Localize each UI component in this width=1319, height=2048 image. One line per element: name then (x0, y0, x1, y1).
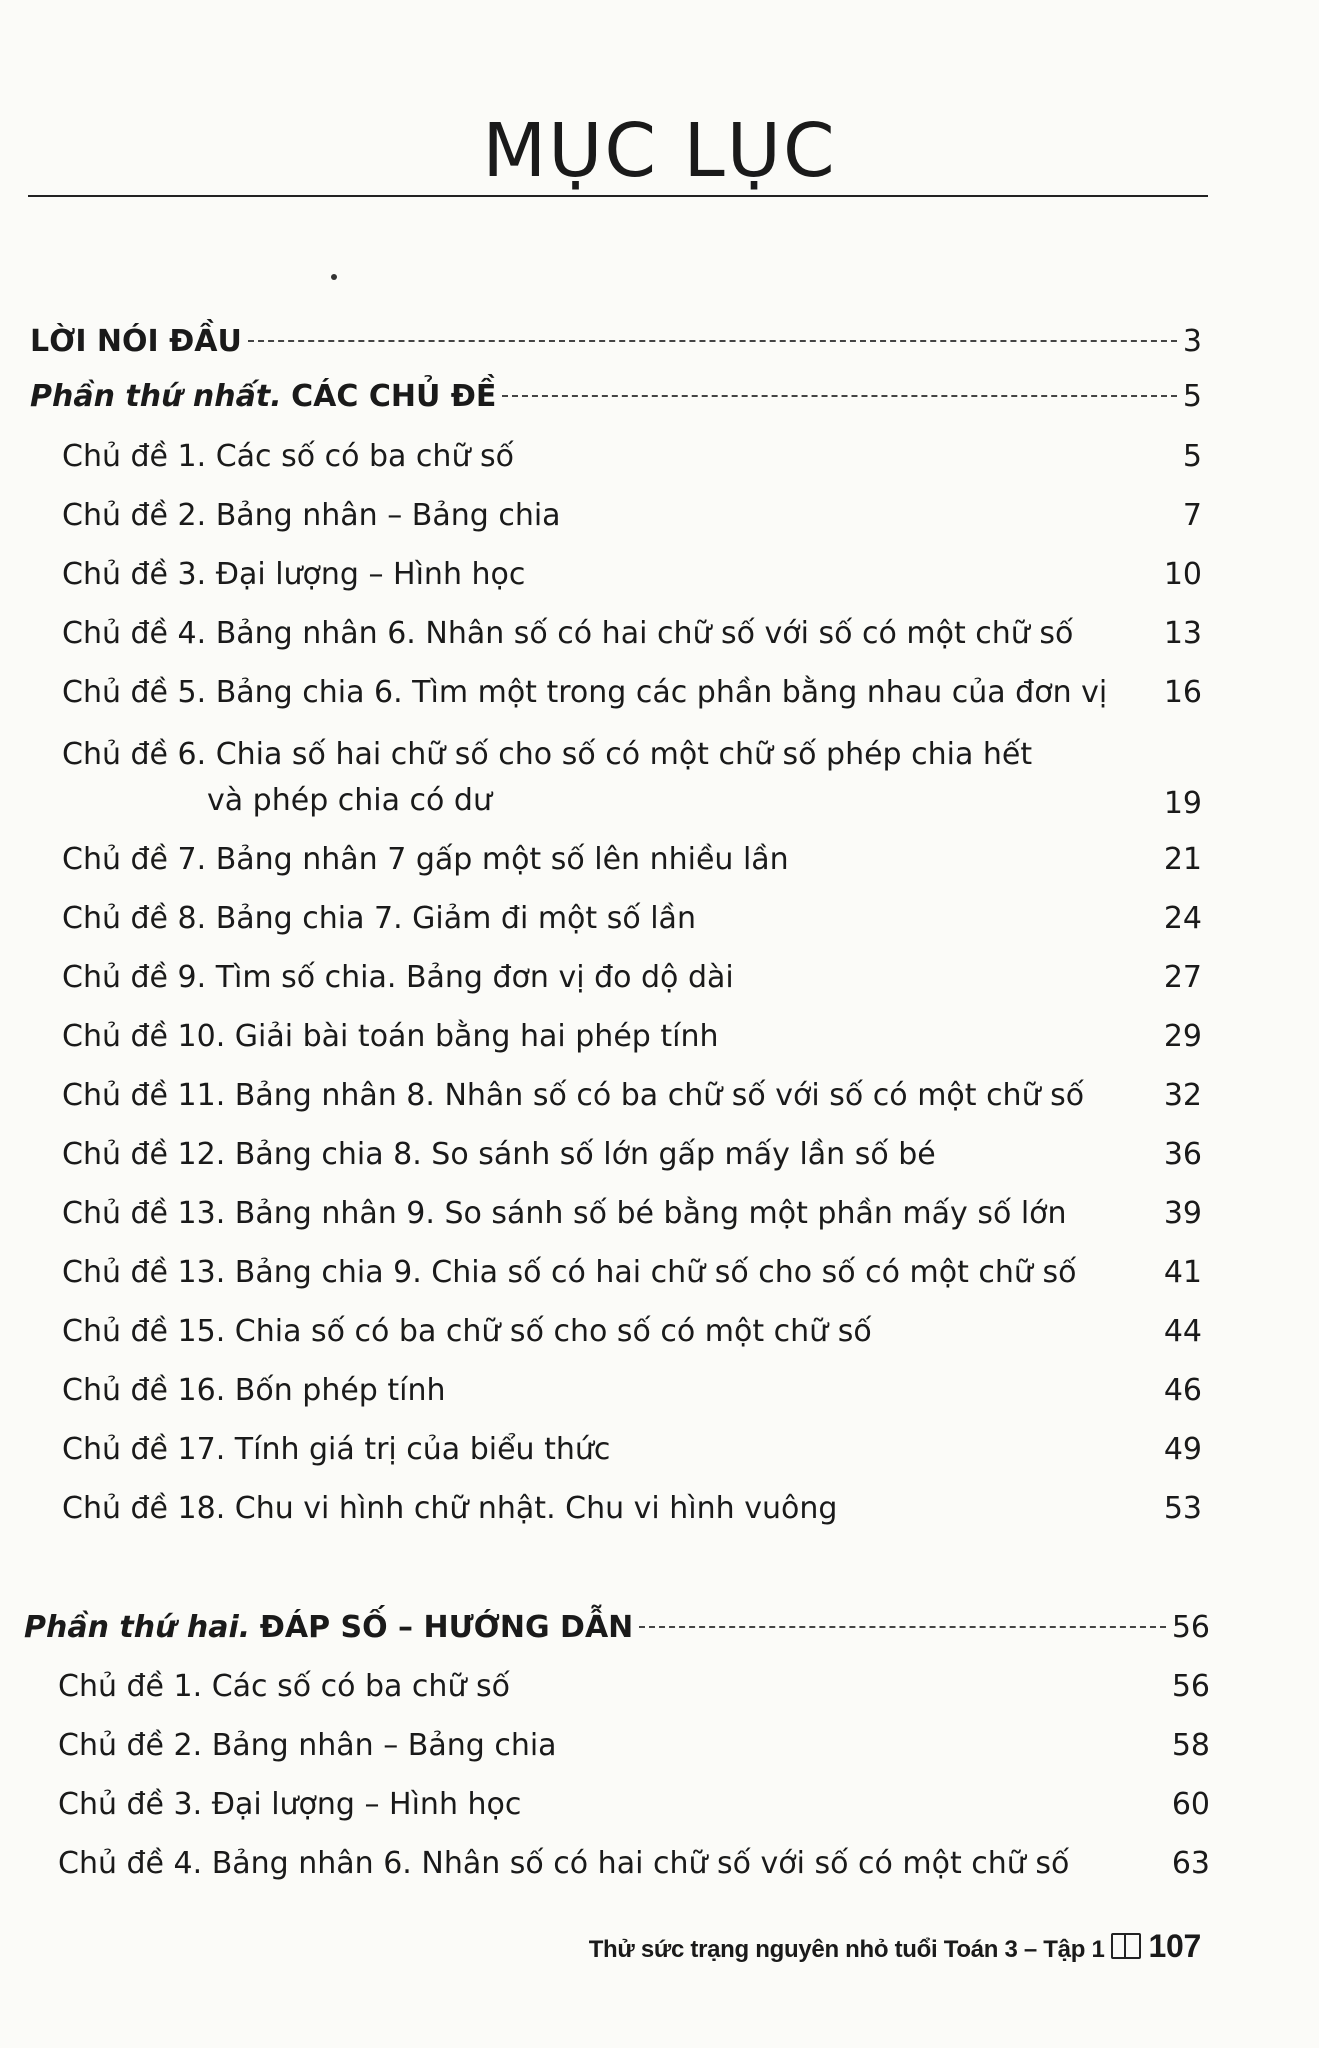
dot-leader (502, 395, 1177, 397)
toc-entry-label: Chủ đề 12. Bảng chia 8. So sánh số lớn gấp mấy lần số bé (62, 1137, 936, 1172)
toc-entry-page: 10 (1163, 557, 1202, 592)
toc-entry-page: 56 (1171, 1610, 1210, 1645)
toc-entry-label: Chủ đề 11. Bảng nhân 8. Nhân số có ba chữ số với số có một chữ số (62, 1078, 1085, 1113)
book-title: Thử sức trạng nguyên nhỏ tuổi Toán 3 – Tập 1 (588, 1936, 1105, 1963)
toc-entry-label: Chủ đề 13. Bảng chia 9. Chia số có hai chữ số cho số có một chữ số (62, 1255, 1077, 1290)
toc-entry-page: 5 (1182, 439, 1202, 474)
toc-entry-page: 49 (1163, 1432, 1202, 1467)
toc-entry-label (62, 732, 1032, 824)
toc-entry-page: 46 (1163, 1373, 1202, 1408)
toc-entry[interactable] (62, 1253, 1202, 1293)
toc-entry-page: 27 (1163, 960, 1202, 995)
toc-entry-label: Chủ đề 7. Bảng nhân 7 gấp một số lên nhiều lần (62, 842, 789, 877)
toc-entry-label: Chủ đề 5. Bảng chia 6. Tìm một trong các phần bằng nhau của đơn vị (62, 675, 1108, 710)
toc-entry-label: Chủ đề 3. Đại lượng – Hình học (58, 1787, 522, 1822)
toc-entry[interactable] (62, 437, 1202, 477)
toc-entry-page: 5 (1182, 379, 1202, 414)
toc-entry-page: 44 (1163, 1314, 1202, 1349)
toc-entry[interactable] (58, 1667, 1210, 1707)
toc-entry-label: Chủ đề 13. Bảng nhân 9. So sánh số bé bằng một phần mấy số lớn (62, 1196, 1067, 1231)
toc-entry[interactable] (62, 840, 1202, 880)
section-name: ĐÁP SỐ – HƯỚNG DẪN (259, 1610, 634, 1645)
page-title: MỤC LỤC (482, 108, 837, 194)
toc-entry-page: 58 (1171, 1728, 1210, 1763)
toc-entry-label: Chủ đề 17. Tính giá trị của biểu thức (62, 1432, 611, 1467)
toc-entry-page: 13 (1163, 616, 1202, 651)
toc-entry-page: 60 (1171, 1787, 1210, 1822)
toc-entry[interactable] (62, 1135, 1202, 1175)
toc-entry-label-line1: Chủ đề 6. Chia số hai chữ số cho số có một chữ số phép chia hết (62, 737, 1033, 772)
section-name: CÁC CHỦ ĐỀ (291, 379, 497, 414)
toc-section-part2[interactable] (24, 1608, 1210, 1648)
toc-entry[interactable] (62, 958, 1202, 998)
toc-entry-page: 41 (1163, 1255, 1202, 1290)
toc-entry[interactable] (62, 1017, 1202, 1057)
toc-entry-label: Chủ đề 10. Giải bài toán bằng hai phép tính (62, 1019, 719, 1054)
book-icon (1111, 1933, 1141, 1959)
section-prefix: Phần thứ nhất. (30, 379, 282, 414)
toc-entry-page: 19 (1163, 786, 1202, 821)
toc-section-part1[interactable] (30, 377, 1202, 417)
toc-entry[interactable] (58, 1726, 1210, 1766)
toc-entry-label: Chủ đề 16. Bốn phép tính (62, 1373, 446, 1408)
toc-entry-label: Chủ đề 15. Chia số có ba chữ số cho số có một chữ số (62, 1314, 872, 1349)
toc-entry-page: 7 (1182, 498, 1202, 533)
toc-entry-page: 36 (1163, 1137, 1202, 1172)
toc-entry-page: 29 (1163, 1019, 1202, 1054)
page-number: 107 (1148, 1928, 1201, 1964)
page-footer (589, 1928, 1201, 1965)
toc-entry-page: 16 (1163, 675, 1202, 710)
toc-entry-page: 53 (1163, 1491, 1202, 1526)
toc-entry-preface[interactable] (30, 322, 1202, 362)
toc-entry[interactable] (62, 614, 1202, 654)
toc-entry[interactable] (62, 732, 1202, 824)
toc-entry[interactable] (62, 1489, 1202, 1529)
toc-entry[interactable] (58, 1844, 1210, 1884)
toc-entry-label: Chủ đề 2. Bảng nhân – Bảng chia (62, 498, 561, 533)
toc-entry[interactable] (62, 496, 1202, 536)
toc-entry-page: 21 (1163, 842, 1202, 877)
toc-entry-label: Chủ đề 2. Bảng nhân – Bảng chia (58, 1728, 557, 1763)
toc-entry-page: 3 (1182, 324, 1202, 359)
toc-entry-label: Chủ đề 3. Đại lượng – Hình học (62, 557, 526, 592)
print-speck (331, 274, 337, 280)
toc-entry-page: 24 (1163, 901, 1202, 936)
toc-entry[interactable] (62, 555, 1202, 595)
toc-entry-label-line2: và phép chia có dư (207, 783, 492, 818)
section-prefix: Phần thứ hai. (24, 1610, 251, 1645)
toc-entry[interactable] (62, 1371, 1202, 1411)
dot-leader (639, 1626, 1166, 1628)
toc-entry[interactable] (62, 1312, 1202, 1352)
toc-entry-label: Chủ đề 1. Các số có ba chữ số (62, 439, 514, 474)
toc-entry-label: Chủ đề 4. Bảng nhân 6. Nhân số có hai chữ số với số có một chữ số (62, 616, 1074, 651)
toc-entry[interactable] (62, 899, 1202, 939)
toc-entry-label: Chủ đề 4. Bảng nhân 6. Nhân số có hai chữ số với số có một chữ số (58, 1846, 1070, 1881)
toc-entry-label: Chủ đề 1. Các số có ba chữ số (58, 1669, 510, 1704)
toc-entry-page: 32 (1163, 1078, 1202, 1113)
toc-entry[interactable] (62, 1076, 1202, 1116)
toc-entry[interactable] (58, 1785, 1210, 1825)
toc-entry-label: Chủ đề 8. Bảng chia 7. Giảm đi một số lần (62, 901, 696, 936)
title-underline (28, 195, 1208, 197)
dot-leader (248, 340, 1177, 342)
toc-entry[interactable] (62, 673, 1202, 713)
toc-entry[interactable] (62, 1194, 1202, 1234)
toc-entry-page: 56 (1171, 1669, 1210, 1704)
toc-entry-label: Chủ đề 18. Chu vi hình chữ nhật. Chu vi hình vuông (62, 1491, 838, 1526)
toc-entry-page: 39 (1163, 1196, 1202, 1231)
toc-entry[interactable] (62, 1430, 1202, 1470)
toc-entry-page: 63 (1171, 1846, 1210, 1881)
toc-entry-label: LỜI NÓI ĐẦU (30, 324, 242, 359)
toc-entry-label: Chủ đề 9. Tìm số chia. Bảng đơn vị đo dộ dài (62, 960, 734, 995)
